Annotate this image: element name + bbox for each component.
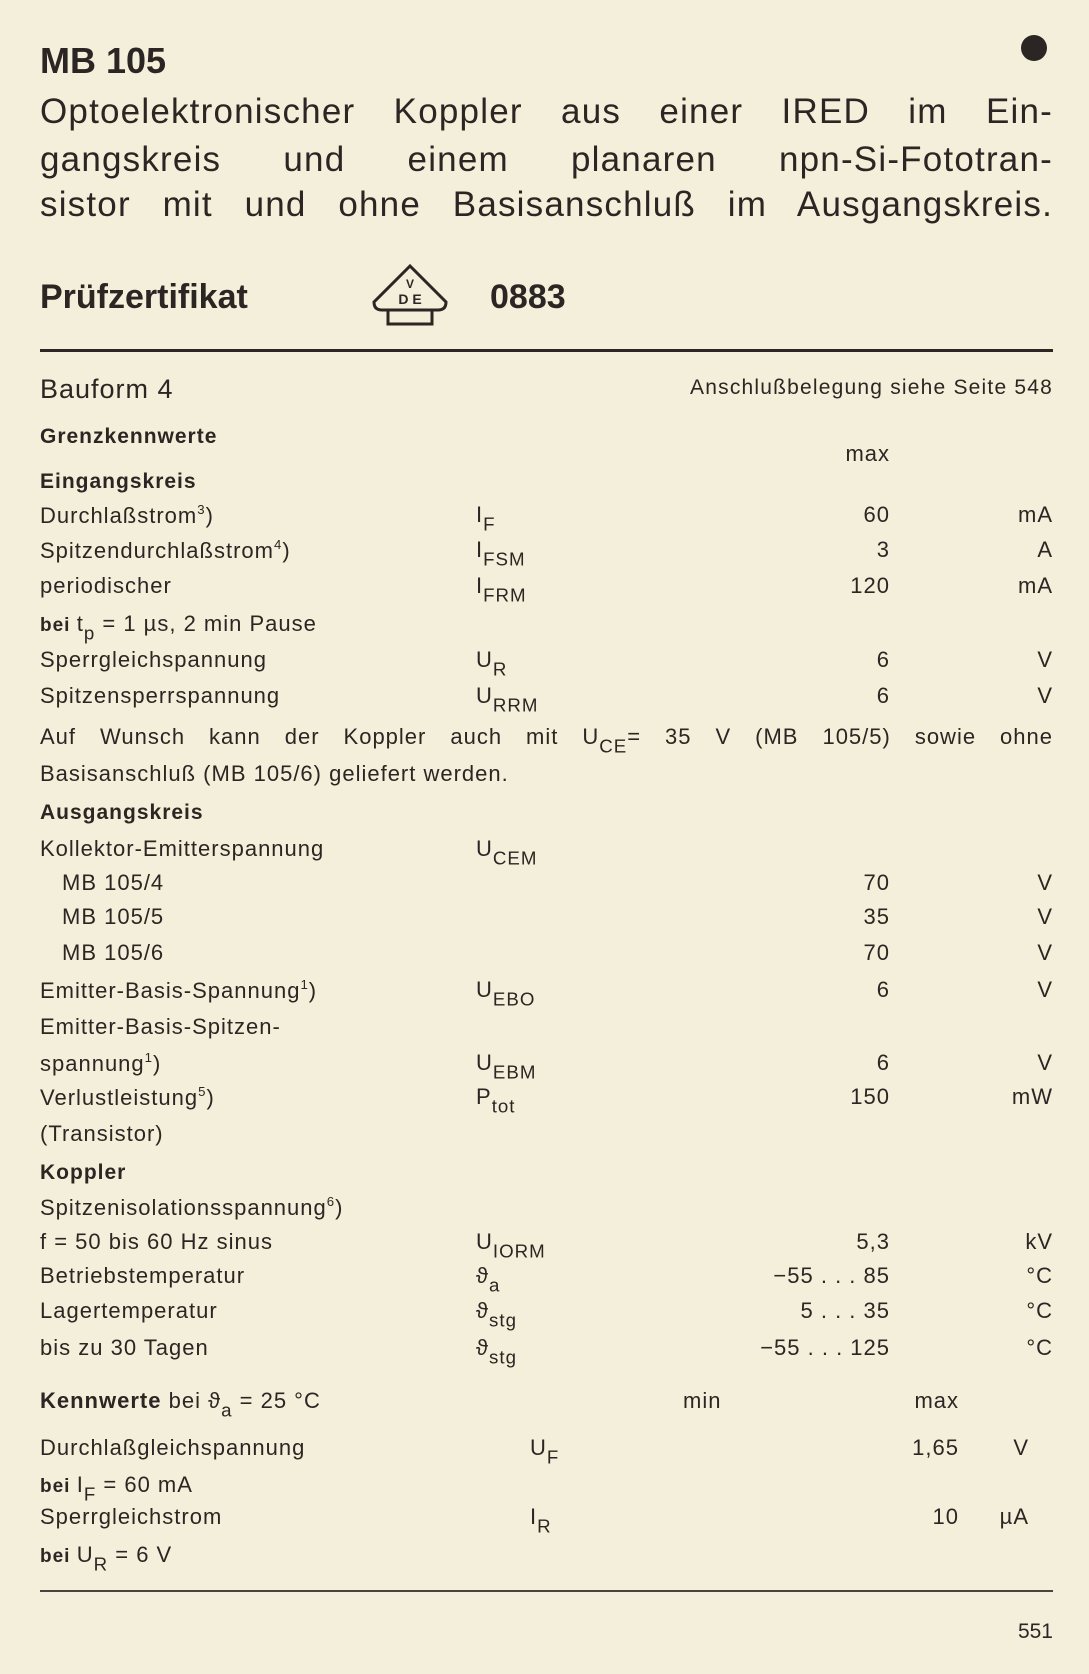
label-part: bei bbox=[40, 1476, 77, 1497]
parameter-label bbox=[40, 1298, 218, 1324]
label-part: R bbox=[93, 1553, 109, 1575]
label-part: spannung bbox=[40, 1051, 145, 1077]
symbol-subscript: a bbox=[489, 1274, 501, 1296]
parameter-label bbox=[40, 1263, 245, 1289]
pin-assignment-reference: Anschlußbelegung siehe Seite 548 bbox=[690, 376, 1053, 399]
divider bbox=[40, 349, 1053, 352]
parameter-unit: mW bbox=[1011, 1084, 1053, 1109]
spec-row bbox=[0, 1263, 1089, 1296]
parameter-value: 6 bbox=[876, 683, 890, 708]
parameter-label bbox=[40, 1194, 343, 1221]
spec-row bbox=[0, 1542, 1089, 1575]
parameter-value: 150 bbox=[850, 1084, 890, 1109]
spec-row bbox=[0, 502, 1089, 535]
symbol-base: I bbox=[476, 537, 484, 562]
parameter-value: 35 bbox=[863, 904, 890, 929]
label-part: 4 bbox=[273, 537, 283, 552]
label-part: 1 bbox=[144, 1050, 153, 1065]
symbol-base: U bbox=[476, 647, 493, 672]
spec-row bbox=[0, 1050, 1089, 1083]
spec-row bbox=[0, 611, 1089, 644]
symbol-subscript: F bbox=[483, 513, 496, 535]
label-part: bei ϑ bbox=[161, 1388, 222, 1413]
spec-row bbox=[0, 1194, 1089, 1224]
symbol-subscript: EBM bbox=[492, 1061, 537, 1083]
parameter-label bbox=[40, 1121, 164, 1147]
label-part: U bbox=[76, 1542, 94, 1567]
label-part: Grenzkennwerte bbox=[40, 425, 218, 448]
label-part: MB 105/4 bbox=[62, 870, 165, 895]
parameter-label bbox=[40, 1504, 222, 1530]
label-part: Ausgangskreis bbox=[40, 801, 204, 824]
parameter-unit: V bbox=[1037, 870, 1053, 895]
parameter-symbol bbox=[476, 573, 527, 606]
parameter-symbol bbox=[476, 836, 537, 869]
section-heading bbox=[40, 1159, 126, 1185]
label-part: Spitzenisolationsspannung bbox=[40, 1195, 327, 1221]
label-part: Spitzendurchlaßstrom bbox=[40, 538, 274, 564]
symbol-base: ϑ bbox=[476, 1263, 490, 1288]
parameter-unit: mA bbox=[1018, 573, 1053, 598]
spec-row bbox=[0, 1014, 1089, 1044]
parameter-symbol bbox=[476, 977, 535, 1010]
label-part: CE bbox=[599, 735, 628, 757]
label-part: Durchlaßgleichspannung bbox=[40, 1435, 306, 1460]
label-part: Sperrgleichspannung bbox=[40, 647, 267, 672]
parameter-value: 120 bbox=[850, 573, 890, 598]
parameter-label bbox=[40, 1335, 209, 1361]
label-part: = 6 V bbox=[108, 1542, 173, 1567]
parameter-unit: V bbox=[1037, 940, 1053, 965]
parameter-value: 6 bbox=[876, 1050, 890, 1075]
parameter-label bbox=[40, 502, 214, 529]
spec-row bbox=[0, 799, 1089, 829]
spec-row bbox=[0, 1121, 1089, 1151]
parameter-label bbox=[62, 870, 164, 896]
parameter-value: −55 . . . 85 bbox=[773, 1263, 890, 1288]
label-part: Sperrgleichstrom bbox=[40, 1504, 223, 1529]
parameter-symbol bbox=[476, 1298, 517, 1331]
symbol-base: I bbox=[476, 573, 484, 598]
label-part: t bbox=[76, 611, 84, 636]
parameter-value: 10 bbox=[932, 1504, 959, 1529]
parameter-label bbox=[40, 1542, 172, 1575]
label-part: I bbox=[76, 1472, 84, 1497]
parameter-label bbox=[40, 647, 267, 673]
parameter-symbol bbox=[476, 1229, 546, 1262]
parameter-label bbox=[40, 1435, 305, 1461]
parameter-symbol bbox=[530, 1435, 559, 1468]
label-part: Betriebstemperatur bbox=[40, 1263, 246, 1288]
spec-row bbox=[0, 1388, 1089, 1421]
parameter-value: 3 bbox=[876, 537, 890, 562]
label-part: Durchlaßstrom bbox=[40, 503, 198, 529]
label-part: MB 105/6 bbox=[62, 940, 165, 965]
label-part: Lagertemperatur bbox=[40, 1298, 218, 1323]
spec-row bbox=[0, 870, 1089, 900]
symbol-base: U bbox=[476, 1050, 493, 1075]
parameter-unit: V bbox=[1037, 977, 1053, 1002]
parameter-label bbox=[40, 1229, 273, 1255]
symbol-subscript: IORM bbox=[492, 1240, 546, 1262]
label-part: = 1 µs, 2 min Pause bbox=[95, 611, 317, 636]
label-part: Spitzensperrspannung bbox=[40, 683, 281, 708]
parameter-unit: A bbox=[1037, 537, 1053, 562]
parameter-value: 5,3 bbox=[856, 1229, 890, 1254]
symbol-base: U bbox=[476, 683, 493, 708]
symbol-subscript: R bbox=[492, 658, 508, 680]
label-part: bei bbox=[40, 1546, 77, 1567]
column-header-max: max bbox=[845, 441, 890, 466]
description-line: sistor mit und ohne Basisanschluß im Ausgangskreis. bbox=[40, 185, 1053, 224]
parameter-symbol bbox=[476, 502, 496, 535]
parameter-value: −55 . . . 125 bbox=[760, 1335, 890, 1360]
symbol-base: P bbox=[476, 1084, 492, 1109]
label-part: Basisanschluß (MB 105/6) geliefert werden. bbox=[40, 761, 509, 786]
symbol-base: U bbox=[530, 1435, 547, 1460]
symbol-base: U bbox=[476, 836, 493, 861]
parameter-label bbox=[40, 683, 280, 709]
parameter-value: 5 . . . 35 bbox=[800, 1298, 890, 1323]
symbol-base: ϑ bbox=[476, 1298, 490, 1323]
column-header-min: min bbox=[683, 1388, 722, 1413]
parameter-label bbox=[62, 904, 164, 930]
parameter-value: 60 bbox=[863, 502, 890, 527]
parameter-label bbox=[40, 761, 509, 787]
parameter-label bbox=[40, 1084, 215, 1111]
spec-row bbox=[0, 977, 1089, 1010]
symbol-subscript: tot bbox=[491, 1095, 516, 1117]
parameter-label bbox=[40, 1472, 193, 1505]
parameter-unit: V bbox=[1037, 647, 1053, 672]
label-part: = 25 °C bbox=[232, 1388, 321, 1413]
label-part: ) bbox=[205, 503, 214, 529]
parameter-label bbox=[40, 573, 172, 599]
description-line: Optoelektronischer Koppler aus einer IRED im Ein- bbox=[40, 92, 1053, 131]
label-part: Verlustleistung bbox=[40, 1085, 199, 1111]
description-line: gangskreis und einem planaren npn-Si-Fototran- bbox=[40, 140, 1053, 179]
label-part: ) bbox=[335, 1195, 344, 1221]
spec-row bbox=[0, 537, 1089, 570]
spec-row bbox=[0, 441, 1089, 471]
parameter-label bbox=[40, 977, 317, 1004]
spec-row bbox=[0, 1159, 1089, 1189]
spec-row bbox=[0, 1435, 1089, 1468]
symbol-subscript: FRM bbox=[483, 584, 527, 606]
spec-row bbox=[0, 1504, 1089, 1537]
label-part: 1 bbox=[300, 977, 309, 992]
parameter-label bbox=[40, 724, 1053, 757]
column-header-max: max bbox=[914, 1388, 959, 1413]
label-part: Kollektor-Emitterspannung bbox=[40, 836, 325, 861]
label-part: = 35 V (MB 105/5) sowie ohne bbox=[627, 724, 1053, 749]
symbol-subscript: stg bbox=[489, 1309, 517, 1331]
label-part: Kennwerte bbox=[40, 1388, 162, 1413]
label-part: Emitter-Basis-Spitzen- bbox=[40, 1014, 281, 1039]
parameter-unit: mA bbox=[1018, 502, 1053, 527]
parameter-label bbox=[40, 1050, 161, 1077]
parameter-value: 70 bbox=[863, 940, 890, 965]
spec-row bbox=[0, 1335, 1089, 1368]
certificate-label: Prüfzertifikat bbox=[40, 278, 248, 316]
symbol-base: I bbox=[476, 502, 484, 527]
spec-row bbox=[0, 836, 1089, 869]
label-part: (Transistor) bbox=[40, 1121, 164, 1146]
parameter-symbol bbox=[476, 1263, 500, 1296]
spec-row bbox=[0, 1084, 1089, 1117]
bauform-label: Bauform 4 bbox=[40, 374, 174, 404]
spec-row bbox=[0, 468, 1089, 498]
parameter-value: 70 bbox=[863, 870, 890, 895]
parameter-symbol bbox=[476, 683, 538, 716]
spec-row bbox=[0, 647, 1089, 680]
label-part: periodischer bbox=[40, 573, 172, 598]
label-part: ) bbox=[282, 538, 291, 564]
vde-logo-icon bbox=[362, 262, 458, 337]
parameter-symbol bbox=[476, 1335, 517, 1368]
label-part: F bbox=[83, 1483, 97, 1505]
symbol-base: U bbox=[476, 1229, 493, 1254]
label-part: bis zu 30 Tagen bbox=[40, 1335, 209, 1360]
symbol-subscript: stg bbox=[489, 1346, 517, 1368]
parameter-unit: °C bbox=[1026, 1335, 1053, 1360]
parameter-value: 1,65 bbox=[912, 1435, 959, 1460]
symbol-subscript: EBO bbox=[492, 988, 536, 1010]
label-part: 5 bbox=[198, 1084, 207, 1099]
parameter-unit: V bbox=[1037, 904, 1053, 929]
label-part: = 60 mA bbox=[96, 1472, 193, 1497]
label-part: p bbox=[83, 622, 96, 644]
svg-text:D E: D E bbox=[398, 291, 422, 307]
divider bbox=[40, 1590, 1053, 1592]
symbol-base: I bbox=[530, 1504, 538, 1529]
label-part: 3 bbox=[197, 502, 206, 517]
spec-row bbox=[0, 573, 1089, 606]
marker-dot-icon bbox=[1021, 35, 1047, 61]
label-part: ) bbox=[308, 978, 318, 1004]
symbol-subscript: F bbox=[546, 1446, 560, 1468]
parameter-label bbox=[40, 1014, 281, 1040]
parameter-unit: °C bbox=[1026, 1263, 1053, 1288]
parameter-symbol bbox=[476, 647, 507, 680]
parameter-symbol bbox=[476, 537, 526, 570]
parameter-label bbox=[40, 836, 324, 862]
section-heading bbox=[40, 468, 197, 494]
spec-row bbox=[0, 1472, 1089, 1505]
parameter-label bbox=[40, 1388, 321, 1421]
parameter-unit: °C bbox=[1026, 1298, 1053, 1323]
label-part: 6 bbox=[326, 1194, 336, 1209]
parameter-symbol bbox=[530, 1504, 552, 1537]
label-part: Eingangskreis bbox=[40, 470, 197, 493]
spec-row bbox=[0, 761, 1089, 791]
label-part: Koppler bbox=[40, 1161, 127, 1184]
parameter-unit: V bbox=[1013, 1435, 1029, 1460]
parameter-symbol bbox=[476, 1084, 515, 1117]
parameter-unit: V bbox=[1037, 1050, 1053, 1075]
spec-row bbox=[0, 940, 1089, 970]
label-part: Auf Wunsch kann der Koppler auch mit U bbox=[40, 724, 600, 749]
parameter-label bbox=[40, 537, 291, 564]
section-heading bbox=[40, 799, 204, 825]
page-title: MB 105 bbox=[40, 40, 167, 81]
spec-row bbox=[0, 1229, 1089, 1262]
label-part: a bbox=[221, 1399, 233, 1421]
label-part: MB 105/5 bbox=[62, 904, 165, 929]
parameter-unit: µA bbox=[999, 1504, 1029, 1529]
parameter-unit: kV bbox=[1025, 1229, 1053, 1254]
label-part: bei bbox=[40, 615, 77, 636]
symbol-base: ϑ bbox=[476, 1335, 490, 1360]
certificate-number: 0883 bbox=[490, 278, 566, 316]
svg-text:V: V bbox=[405, 277, 415, 291]
label-part: f = 50 bis 60 Hz sinus bbox=[40, 1229, 273, 1254]
page-number: 551 bbox=[1017, 1620, 1053, 1643]
spec-row bbox=[0, 683, 1089, 716]
symbol-subscript: R bbox=[537, 1515, 552, 1537]
spec-row bbox=[0, 724, 1089, 757]
label-part: Emitter-Basis-Spannung bbox=[40, 978, 301, 1004]
parameter-value: 6 bbox=[876, 977, 890, 1002]
parameter-label bbox=[62, 940, 164, 966]
symbol-subscript: RRM bbox=[492, 694, 539, 716]
symbol-subscript: CEM bbox=[492, 847, 538, 869]
symbol-base: U bbox=[476, 977, 493, 1002]
label-part: ) bbox=[206, 1085, 215, 1111]
parameter-unit: V bbox=[1037, 683, 1053, 708]
symbol-subscript: FSM bbox=[483, 548, 526, 570]
label-part: ) bbox=[153, 1051, 162, 1077]
spec-row bbox=[0, 904, 1089, 934]
parameter-value: 6 bbox=[876, 647, 890, 672]
parameter-label bbox=[40, 611, 317, 644]
spec-row bbox=[0, 1298, 1089, 1331]
parameter-symbol bbox=[476, 1050, 536, 1083]
